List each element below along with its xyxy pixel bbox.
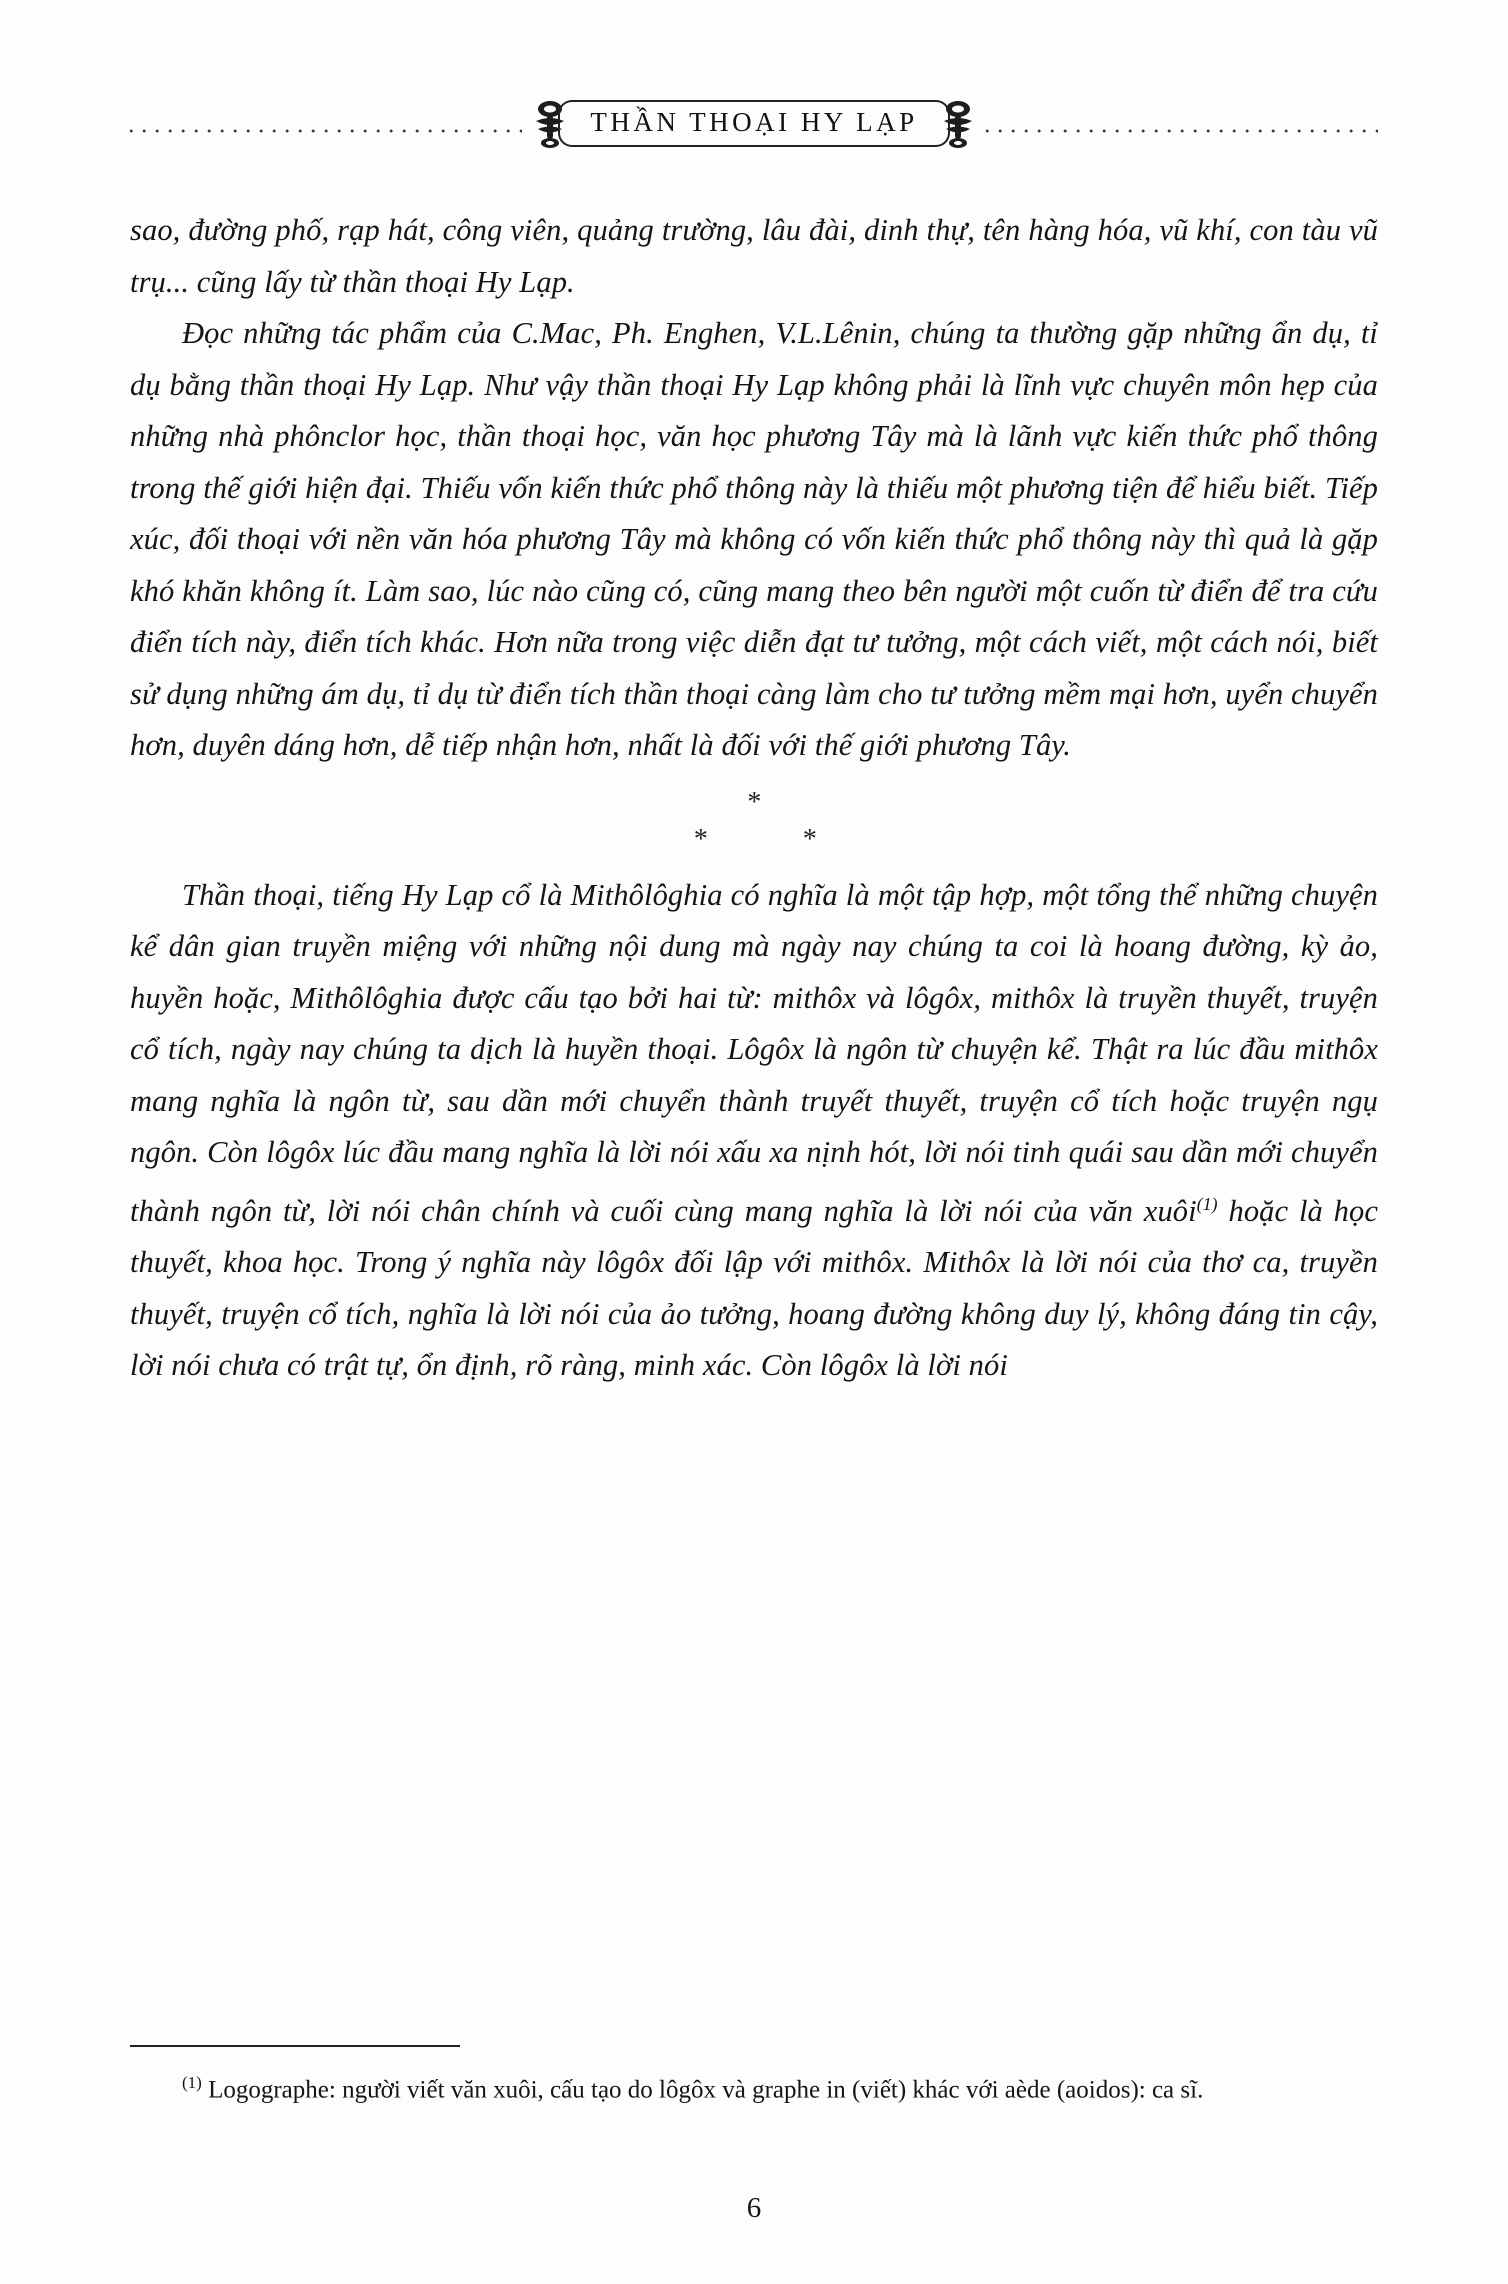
paragraph-continuation: sao, đường phố, rạp hát, công viên, quảng trường, lâu đài, dinh thự, tên hàng hóa, vũ khí, con tàu vũ trụ... cũng lấy từ thần thoại Hy Lạp.: [130, 213, 1378, 299]
footnote-line-1: Logographe: người viết văn xuôi, cấu tạo do lôgôx và graphe in (viết) khác: [201, 2076, 960, 2104]
header-dotted-rule-left: [130, 128, 522, 134]
footnote-line-2: với aède (aoidos): ca sĩ.: [965, 2076, 1204, 2104]
header-title-box: [572, 100, 935, 147]
footnote-block: [130, 2045, 1378, 2109]
page-header: [130, 88, 1378, 158]
footnote-separator: [130, 2045, 460, 2047]
footnote-text: [130, 2063, 1378, 2109]
paragraph-three: [130, 870, 1378, 1392]
paragraph-two: Đọc những tác phẩm của C.Mac, Ph. Enghen, V.L.Lênin, chúng ta thường gặp những ẩn dụ, tỉ dụ bằng thần thoại Hy Lạp. Như vậy thần thoại Hy Lạp không phải là lĩnh vực chuyên môn hẹp của những nhà phônclor học, thần thoại học, văn học phương Tây mà là lãnh vực kiến thức phổ thông trong thế giới hiện đại. Thiếu vốn kiến thức phổ thông này là thiếu một phương tiện để hiểu biết. Tiếp xúc, đối thoại với nền văn hóa phương Tây mà không có vốn kiến thức phổ thông này thì quả là gặp khó khăn không ít. Làm sao, lúc nào cũng có, cũng mang theo bên người một cuốn từ điển để tra cứu điển tích này, điển tích khác. Hơn nữa trong việc diễn đạt tư tưởng, một cách viết, một cách nói, biết sử dụng những ám dụ, tỉ dụ từ điển tích thần thoại càng làm cho tư tưởng mềm mại hơn, uyển chuyển hơn, duyên dáng hơn, dễ tiếp nhận hơn, nhất là đối với thế giới phương Tây.: [130, 316, 1378, 762]
paragraph-three-part-a: Thần thoại, tiếng Hy Lạp cổ là Mithôlôghia có nghĩa là một tập hợp, một tổng thể những chuyện kể dân gian truyền miệng với những nội dung mà ngày nay chúng ta coi là hoang đường, kỳ ảo, huyền hoặc, Mithôlôghia được cấu tạo bởi hai từ: mithôx và lôgôx, mithôx là truyền thuyết, truyện cổ tích, ngày nay chúng ta dịch là huyền thoại. Lôgôx là ngôn từ chuyện kể. Thật ra lúc đầu mithôx mang nghĩa là ngôn từ, sau dần mới chuyển thành truyết thuyết, truyện cổ tích hoặc truyện ngụ ngôn. Còn lôgôx lúc đầu mang nghĩa là lời nói xấu xa nịnh hót, lời nói tinh quái sau dần mới chuyển thành ngôn từ, lời nói chân chính và cuối cùng mang nghĩa là lời nói của văn xuôi: [130, 877, 1378, 1228]
page-title: THẦN THOẠI HY LẠP: [590, 106, 918, 137]
ornament-icon: [936, 95, 980, 151]
header-dotted-rule-right: [986, 128, 1378, 134]
footnote-marker: (1): [182, 2073, 202, 2092]
footnote-indent-spacer: [130, 2076, 182, 2103]
divider-star-row-1: *: [746, 786, 762, 818]
header-title-group: [522, 95, 985, 151]
section-divider: [130, 786, 1378, 860]
paragraph-three-part-b: hoặc là học thuyết, khoa học. Trong ý nghĩa này lôgôx đối lập với mithôx. Mithôx là lời nói của thơ ca, truyền thuyết, truyện cổ tích, nghĩa là lời nói của ảo tưởng, hoang đường không duy lý, không đáng tin cậy, lời nói chưa có trật tự, ổn định, rõ ràng, minh xác. Còn lôgôx là lời nói: [130, 1193, 1379, 1383]
footnote-reference: (1): [1196, 1193, 1218, 1214]
divider-star-row-2: * *: [692, 823, 860, 855]
page-number: 6: [746, 2192, 762, 2224]
page-body: [130, 205, 1378, 1392]
